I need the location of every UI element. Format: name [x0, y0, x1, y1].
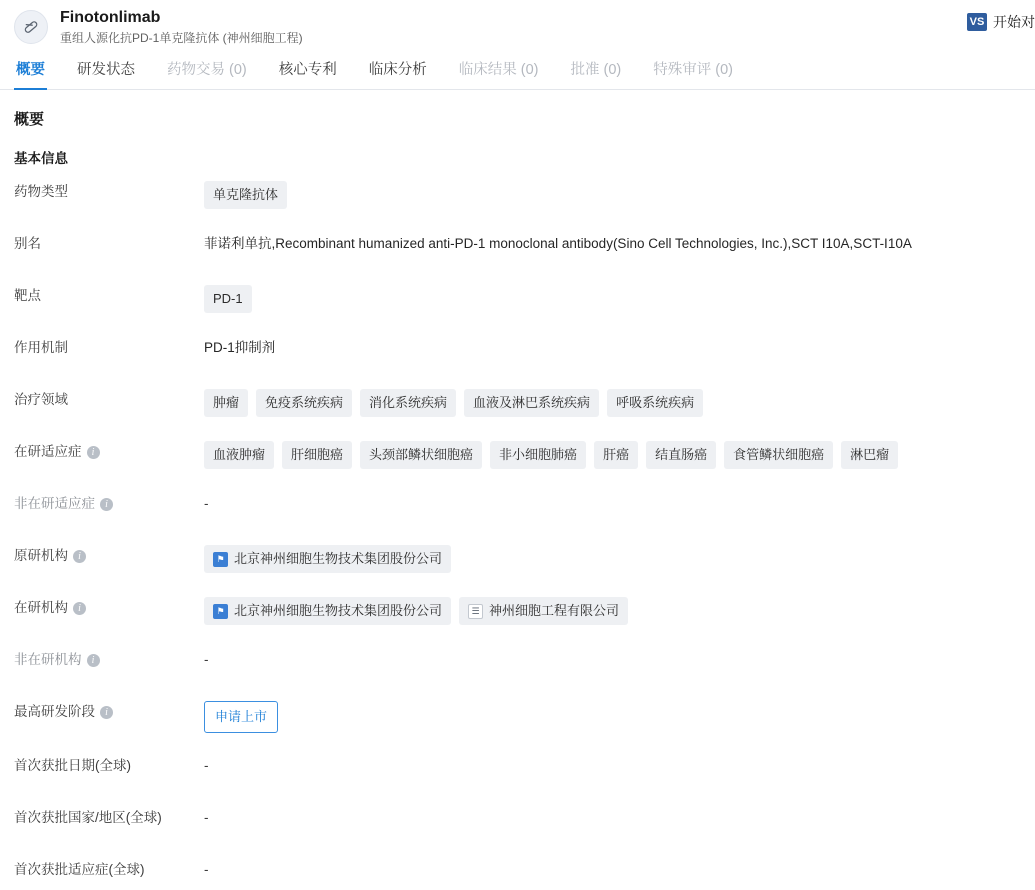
info-row — [0, 859, 1035, 889]
info-row-value: - — [204, 758, 209, 773]
info-row-label — [14, 649, 204, 671]
value-chip[interactable]: 食管鳞状细胞癌 — [724, 441, 833, 469]
info-row-value — [204, 597, 1035, 625]
info-row-label — [14, 755, 204, 777]
info-row — [0, 597, 1035, 627]
info-row-label — [14, 337, 204, 359]
document-icon: ☰ — [468, 604, 483, 619]
value-chip[interactable]: 血液及淋巴系统疾病 — [464, 389, 599, 417]
info-row-label — [14, 181, 204, 203]
info-row — [0, 389, 1035, 419]
info-row — [0, 181, 1035, 211]
info-row-label — [14, 389, 204, 411]
value-chip[interactable]: 单克隆抗体 — [204, 181, 287, 209]
info-row-value: PD-1抑制剂 — [204, 340, 276, 355]
company-icon: ⚑ — [213, 552, 228, 567]
organization-name: 北京神州细胞生物技术集团股份公司 — [234, 551, 443, 566]
info-row — [0, 493, 1035, 523]
value-chip[interactable]: 淋巴瘤 — [841, 441, 898, 469]
value-chip[interactable]: PD-1 — [204, 285, 252, 313]
info-row-value — [204, 389, 1035, 417]
info-row-label — [14, 859, 204, 881]
info-row-label-text: 治疗领域 — [14, 392, 68, 407]
info-icon[interactable]: i — [100, 498, 113, 511]
info-row-label — [14, 701, 204, 723]
info-row-value — [204, 441, 1035, 469]
value-chip[interactable]: 肝细胞癌 — [282, 441, 352, 469]
info-row-label — [14, 493, 204, 515]
value-chip[interactable]: 呼吸系统疾病 — [607, 389, 703, 417]
info-row — [0, 701, 1035, 733]
value-chip[interactable]: 肿瘤 — [204, 389, 248, 417]
info-row-label — [14, 285, 204, 307]
organization-name: 北京神州细胞生物技术集团股份公司 — [234, 603, 443, 618]
info-row — [0, 755, 1035, 785]
info-row-label — [14, 545, 204, 567]
info-icon[interactable]: i — [73, 550, 86, 563]
page-title: Finotonlimab — [60, 8, 161, 26]
vs-label: 开始对 — [993, 14, 1035, 30]
info-row-label-text: 靶点 — [14, 288, 41, 303]
main-content — [0, 90, 1035, 890]
value-chip[interactable]: 肝癌 — [594, 441, 638, 469]
value-chip[interactable]: 消化系统疾病 — [360, 389, 456, 417]
info-row-value — [204, 701, 1035, 733]
info-row-label-text: 首次获批国家/地区(全球) — [14, 810, 162, 825]
info-row-label-text: 首次获批适应症(全球) — [14, 862, 145, 877]
info-row-label — [14, 597, 204, 619]
organization-chip[interactable] — [204, 545, 451, 573]
info-row — [0, 649, 1035, 679]
info-row-label-text: 原研机构 — [14, 548, 68, 563]
value-chip[interactable]: 结直肠癌 — [646, 441, 716, 469]
tab-0[interactable]: 概要 — [14, 58, 47, 89]
subsection-title: 基本信息 — [14, 151, 68, 166]
info-row-label-text: 在研机构 — [14, 600, 68, 615]
info-row-label — [14, 233, 204, 255]
info-row-label-text: 药物类型 — [14, 184, 68, 199]
info-row-label-text: 作用机制 — [14, 340, 68, 355]
info-icon[interactable]: i — [73, 602, 86, 615]
info-row — [0, 285, 1035, 315]
development-stage-chip[interactable]: 申请上市 — [204, 701, 278, 733]
tab-bar — [0, 48, 1035, 90]
info-row-value: - — [204, 652, 209, 667]
info-row-label-text: 非在研机构 — [14, 652, 82, 667]
info-row-label-text: 在研适应症 — [14, 444, 82, 459]
capsule-icon — [14, 10, 48, 44]
company-icon: ⚑ — [213, 604, 228, 619]
page-header — [0, 0, 1035, 48]
title-block — [60, 8, 303, 47]
value-chip[interactable]: 头颈部鳞状细胞癌 — [360, 441, 482, 469]
info-row-label-text: 别名 — [14, 236, 41, 251]
info-rows — [0, 181, 1035, 889]
info-row-label — [14, 807, 204, 829]
info-row — [0, 441, 1035, 471]
info-row-value: - — [204, 862, 209, 877]
info-row — [0, 807, 1035, 837]
info-row-label-text: 最高研发阶段 — [14, 704, 95, 719]
organization-chip[interactable] — [459, 597, 628, 625]
info-row-value — [204, 545, 1035, 573]
value-chip[interactable]: 免疫系统疾病 — [256, 389, 352, 417]
page-subtitle: 重组人源化抗PD-1单克隆抗体 (神州细胞工程) — [60, 30, 303, 45]
info-row-label — [14, 441, 204, 463]
section-title: 概要 — [14, 111, 45, 128]
info-row — [0, 233, 1035, 263]
tab-3[interactable]: 核心专利 — [278, 62, 337, 78]
value-chip[interactable]: 非小细胞肺癌 — [490, 441, 586, 469]
info-row-label-text: 首次获批日期(全球) — [14, 758, 131, 773]
tab-6[interactable]: 批准 (0) — [570, 62, 622, 78]
compare-action[interactable] — [967, 12, 1035, 32]
tab-5[interactable]: 临床结果 (0) — [458, 62, 539, 78]
info-row-value — [204, 285, 1035, 313]
info-row-label-text: 非在研适应症 — [14, 496, 95, 511]
value-chip[interactable]: 血液肿瘤 — [204, 441, 274, 469]
info-icon[interactable]: i — [100, 706, 113, 719]
organization-name: 神州细胞工程有限公司 — [489, 603, 620, 618]
info-row — [0, 337, 1035, 367]
tab-2[interactable]: 药物交易 (0) — [167, 62, 247, 78]
tab-4[interactable]: 临床分析 — [368, 62, 427, 78]
info-row-value — [204, 181, 1035, 209]
info-row — [0, 545, 1035, 575]
info-row-value: 菲诺利单抗,Recombinant humanized anti-PD-1 monoclonal antibody(Sino Cell Technologies, Inc.),SCT I10A,SCT-I10A — [204, 236, 912, 251]
info-row-value: - — [204, 496, 209, 511]
tab-1[interactable]: 研发状态 — [77, 62, 135, 78]
vs-badge: VS — [967, 13, 987, 31]
tab-7[interactable]: 特殊审评 (0) — [653, 62, 733, 78]
info-icon[interactable]: i — [87, 446, 100, 459]
info-icon[interactable]: i — [87, 654, 100, 667]
organization-chip[interactable] — [204, 597, 451, 625]
info-row-value: - — [204, 810, 209, 825]
